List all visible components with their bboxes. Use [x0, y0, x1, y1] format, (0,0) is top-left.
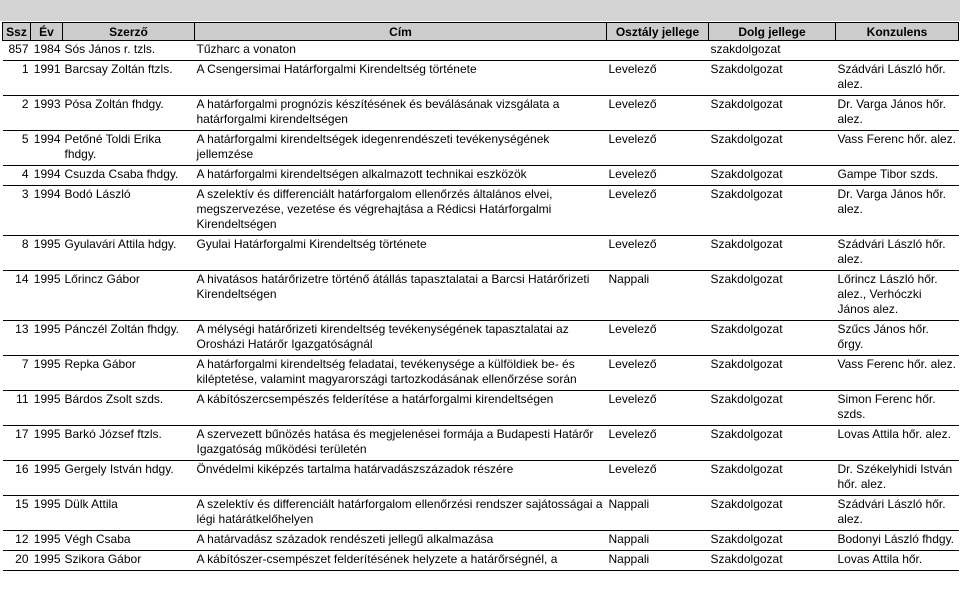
cell-ssz: 1	[3, 61, 31, 96]
table-row[interactable]	[3, 236, 959, 271]
table-row[interactable]	[3, 271, 959, 321]
cell-ev: 1995	[31, 236, 63, 271]
cell-szerzo: Lőrincz Gábor	[63, 271, 195, 321]
cell-ssz: 12	[3, 531, 31, 551]
cell-ev: 1995	[31, 496, 63, 531]
cell-dolg: Szakdolgozat	[709, 496, 836, 531]
cell-osztaly: Levelező	[607, 96, 709, 131]
table-row[interactable]	[3, 96, 959, 131]
cell-szerzo: Pánczél Zoltán fhdgy.	[63, 321, 195, 356]
cell-ev: 1995	[31, 551, 63, 571]
table-row[interactable]	[3, 551, 959, 571]
cell-cim: A Csengersimai Határforgalmi Kirendeltség története	[195, 61, 607, 96]
table-row[interactable]	[3, 321, 959, 356]
cell-cim: Önvédelmi kiképzés tartalma határvadászszázadok részére	[195, 461, 607, 496]
cell-szerzo: Petőné Toldi Erika fhdgy.	[63, 131, 195, 166]
cell-konzulens: Bodonyi László fhdgy.	[836, 531, 959, 551]
table-row[interactable]	[3, 391, 959, 426]
cell-ssz: 8	[3, 236, 31, 271]
thesis-table	[2, 22, 959, 571]
cell-cim: A határforgalmi kirendeltségen alkalmazott technikai eszközök	[195, 166, 607, 186]
cell-ssz: 3	[3, 186, 31, 236]
cell-osztaly: Levelező	[607, 356, 709, 391]
cell-ssz: 13	[3, 321, 31, 356]
cell-cim: A határforgalmi kirendeltség feladatai, tevékenysége a külföldiek be- és kiléptetése, valamint magyarországi tartozkodásának ellenőrzése során	[195, 356, 607, 391]
cell-osztaly	[607, 41, 709, 61]
cell-ev: 1995	[31, 461, 63, 496]
table-row[interactable]	[3, 531, 959, 551]
cell-konzulens: Vass Ferenc hőr. alez.	[836, 131, 959, 166]
cell-szerzo: Szikora Gábor	[63, 551, 195, 571]
cell-konzulens: Vass Ferenc hőr. alez.	[836, 356, 959, 391]
cell-cim: A határforgalmi prognózis készítésének és beválásának vizsgálata a határforgalmi kirendeltségen	[195, 96, 607, 131]
table-row[interactable]	[3, 426, 959, 461]
cell-dolg: Szakdolgozat	[709, 96, 836, 131]
column-header-konzulens[interactable]: Konzulens	[836, 23, 959, 41]
cell-dolg: Szakdolgozat	[709, 186, 836, 236]
cell-osztaly: Levelező	[607, 131, 709, 166]
table-row[interactable]	[3, 461, 959, 496]
cell-konzulens: Dr. Székelyhidi István hőr. alez.	[836, 461, 959, 496]
cell-cim: A mélységi határőrizeti kirendeltség tevékenységének tapasztalatai az Orosházi Határőr Igazgatóságnál	[195, 321, 607, 356]
cell-dolg: Szakdolgozat	[709, 391, 836, 426]
cell-dolg: Szakdolgozat	[709, 271, 836, 321]
cell-osztaly: Levelező	[607, 426, 709, 461]
table-body	[3, 41, 959, 571]
column-header-dolg[interactable]: Dolg jellege	[709, 23, 836, 41]
cell-ssz: 17	[3, 426, 31, 461]
column-header-ssz[interactable]: Ssz	[3, 23, 31, 41]
column-header-cim[interactable]: Cím	[195, 23, 607, 41]
cell-ev: 1995	[31, 356, 63, 391]
top-toolbar-strip	[0, 0, 960, 21]
cell-dolg: Szakdolgozat	[709, 356, 836, 391]
cell-osztaly: Levelező	[607, 391, 709, 426]
cell-ssz: 2	[3, 96, 31, 131]
cell-ev: 1991	[31, 61, 63, 96]
cell-szerzo: Bárdos Zsolt szds.	[63, 391, 195, 426]
cell-ev: 1984	[31, 41, 63, 61]
cell-konzulens	[836, 41, 959, 61]
cell-ssz: 15	[3, 496, 31, 531]
cell-konzulens: Lőrincz László hőr. alez., Verhóczki János alez.	[836, 271, 959, 321]
cell-szerzo: Gergely István hdgy.	[63, 461, 195, 496]
cell-ev: 1994	[31, 131, 63, 166]
cell-ev: 1995	[31, 391, 63, 426]
cell-ssz: 5	[3, 131, 31, 166]
cell-ev: 1994	[31, 166, 63, 186]
cell-szerzo: Csuzda Csaba fhdgy.	[63, 166, 195, 186]
cell-konzulens: Gampe Tibor szds.	[836, 166, 959, 186]
cell-osztaly: Nappali	[607, 496, 709, 531]
cell-osztaly: Levelező	[607, 321, 709, 356]
cell-ssz: 857	[3, 41, 31, 61]
cell-cim: Tűzharc a vonaton	[195, 41, 607, 61]
cell-konzulens: Szádvári László hőr. alez.	[836, 496, 959, 531]
cell-ev: 1995	[31, 271, 63, 321]
cell-konzulens: Dr. Varga János hőr. alez.	[836, 186, 959, 236]
table-row[interactable]	[3, 186, 959, 236]
cell-szerzo: Repka Gábor	[63, 356, 195, 391]
cell-szerzo: Sós János r. tzls.	[63, 41, 195, 61]
table-row[interactable]	[3, 61, 959, 96]
column-header-szerzo[interactable]: Szerző	[63, 23, 195, 41]
cell-szerzo: Pósa Zoltán fhdgy.	[63, 96, 195, 131]
cell-konzulens: Lovas Attila hőr.	[836, 551, 959, 571]
cell-cim: A hivatásos határőrizetre történő átállás tapasztalatai a Barcsi Határőrizeti Kirendeltségen	[195, 271, 607, 321]
cell-dolg: szakdolgozat	[709, 41, 836, 61]
cell-cim: A szelektív és differenciált határforgalom ellenőrzési rendszer sajátosságai a légi határátkelőhelyen	[195, 496, 607, 531]
cell-dolg: Szakdolgozat	[709, 61, 836, 96]
table-row[interactable]	[3, 41, 959, 61]
cell-osztaly: Levelező	[607, 186, 709, 236]
header-row	[3, 23, 959, 41]
cell-osztaly: Nappali	[607, 271, 709, 321]
cell-cim: A szervezett bűnözés hatása és megjelenései formája a Budapesti Határőr Igazgatóság működési területén	[195, 426, 607, 461]
cell-dolg: Szakdolgozat	[709, 236, 836, 271]
cell-cim: A határforgalmi kirendeltségek idegenrendészeti tevékenységének jellemzése	[195, 131, 607, 166]
table-row[interactable]	[3, 131, 959, 166]
cell-dolg: Szakdolgozat	[709, 131, 836, 166]
cell-osztaly: Levelező	[607, 166, 709, 186]
cell-osztaly: Levelező	[607, 236, 709, 271]
cell-cim: A kábítószer-csempészet felderítésének helyzete a határőrségnél, a	[195, 551, 607, 571]
cell-szerzo: Dülk Attila	[63, 496, 195, 531]
cell-cim: A határvadász századok rendészeti jellegű alkalmazása	[195, 531, 607, 551]
cell-cim: A kábítószercsempészés felderítése a határforgalmi kirendeltségen	[195, 391, 607, 426]
cell-ssz: 14	[3, 271, 31, 321]
cell-ssz: 4	[3, 166, 31, 186]
cell-ssz: 20	[3, 551, 31, 571]
cell-szerzo: Végh Csaba	[63, 531, 195, 551]
cell-ev: 1995	[31, 426, 63, 461]
cell-cim: A szelektív és differenciált határforgalom ellenőrzés általános elvei, megszervezése, vezetése és végrehajtása a Rédicsi Határforgalmi Kirendeltségen	[195, 186, 607, 236]
cell-szerzo: Bodó László	[63, 186, 195, 236]
cell-konzulens: Szádvári László hőr. alez.	[836, 236, 959, 271]
cell-konzulens: Szűcs János hőr. őrgy.	[836, 321, 959, 356]
cell-osztaly: Levelező	[607, 461, 709, 496]
cell-ev: 1994	[31, 186, 63, 236]
cell-osztaly: Nappali	[607, 551, 709, 571]
cell-szerzo: Gyulavári Attila hdgy.	[63, 236, 195, 271]
cell-ssz: 7	[3, 356, 31, 391]
cell-konzulens: Lovas Attila hőr. alez.	[836, 426, 959, 461]
cell-ev: 1995	[31, 531, 63, 551]
cell-osztaly: Nappali	[607, 531, 709, 551]
column-header-ev[interactable]: Év	[31, 23, 63, 41]
cell-dolg: Szakdolgozat	[709, 551, 836, 571]
cell-szerzo: Barcsay Zoltán ftzls.	[63, 61, 195, 96]
cell-ssz: 16	[3, 461, 31, 496]
column-header-osztaly[interactable]: Osztály jellege	[607, 23, 709, 41]
table-row[interactable]	[3, 356, 959, 391]
cell-dolg: Szakdolgozat	[709, 321, 836, 356]
cell-dolg: Szakdolgozat	[709, 531, 836, 551]
table-row[interactable]	[3, 496, 959, 531]
cell-ev: 1993	[31, 96, 63, 131]
cell-osztaly: Levelező	[607, 61, 709, 96]
cell-ev: 1995	[31, 321, 63, 356]
cell-dolg: Szakdolgozat	[709, 461, 836, 496]
table-row[interactable]	[3, 166, 959, 186]
cell-dolg: Szakdolgozat	[709, 426, 836, 461]
cell-konzulens: Szádvári László hőr. alez.	[836, 61, 959, 96]
cell-dolg: Szakdolgozat	[709, 166, 836, 186]
cell-szerzo: Barkó József ftzls.	[63, 426, 195, 461]
cell-konzulens: Dr. Varga János hőr. alez.	[836, 96, 959, 131]
cell-konzulens: Simon Ferenc hőr. szds.	[836, 391, 959, 426]
cell-ssz: 11	[3, 391, 31, 426]
cell-cim: Gyulai Határforgalmi Kirendeltség története	[195, 236, 607, 271]
